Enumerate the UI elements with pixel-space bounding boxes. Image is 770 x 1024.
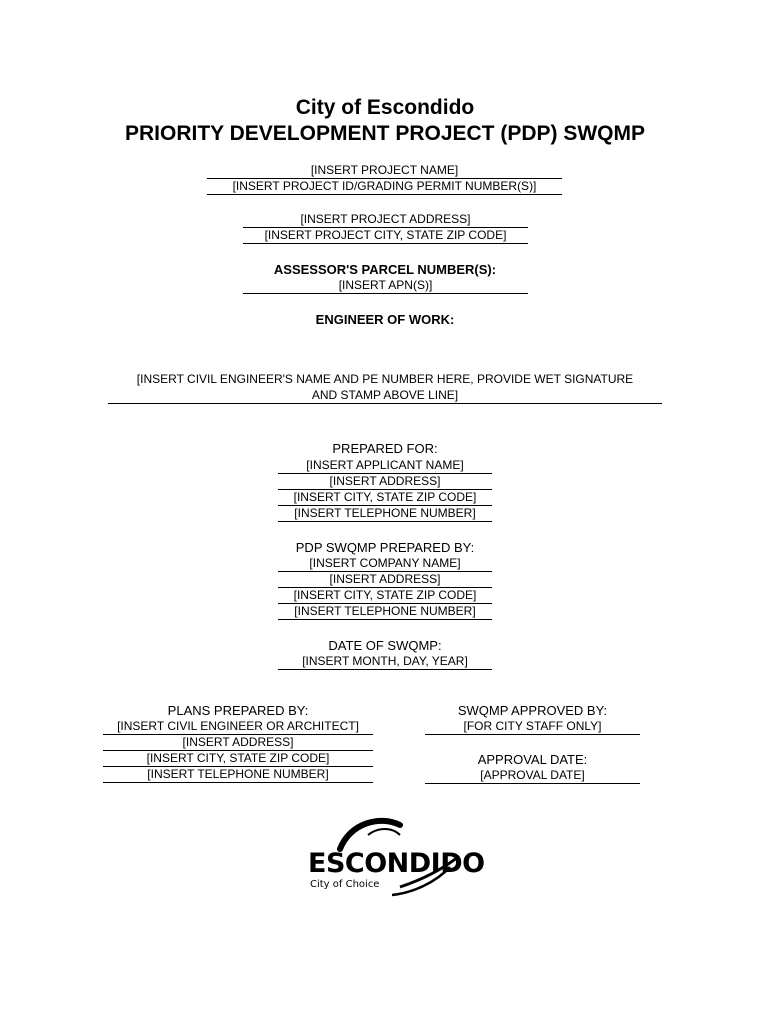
prepared-for-heading: PREPARED FOR: <box>332 441 438 456</box>
plans-address: [INSERT ADDRESS] <box>103 735 373 751</box>
prepared-by-heading: PDP SWQMP PREPARED BY: <box>295 540 475 555</box>
applicant-name: [INSERT APPLICANT NAME] <box>278 458 492 474</box>
logo-wordmark: ESCONDIDO <box>308 848 485 879</box>
date-heading: DATE OF SWQMP: <box>328 638 442 653</box>
company-phone: [INSERT TELEPHONE NUMBER] <box>278 604 492 620</box>
applicant-phone: [INSERT TELEPHONE NUMBER] <box>278 506 492 522</box>
approval-date-heading: APPROVAL DATE: <box>477 752 588 767</box>
date-value: [INSERT MONTH, DAY, YEAR] <box>278 654 492 670</box>
apn-heading: ASSESSOR'S PARCEL NUMBER(S): <box>273 262 497 277</box>
city-title: City of Escondido <box>295 96 475 119</box>
plans-phone: [INSERT TELEPHONE NUMBER] <box>103 767 373 783</box>
engineer-heading: ENGINEER OF WORK: <box>315 312 455 327</box>
applicant-city: [INSERT CITY, STATE ZIP CODE] <box>278 490 492 506</box>
approval-date: [APPROVAL DATE] <box>425 768 640 784</box>
project-address: [INSERT PROJECT ADDRESS] <box>243 212 528 228</box>
plans-city: [INSERT CITY, STATE ZIP CODE] <box>103 751 373 767</box>
apn-value: [INSERT APN(S)] <box>243 278 528 294</box>
engineer-line-2: AND STAMP ABOVE LINE] <box>108 388 662 404</box>
engineer-line-1: [INSERT CIVIL ENGINEER'S NAME AND PE NUMBER HERE, PROVIDE WET SIGNATURE <box>136 372 634 386</box>
project-name: [INSERT PROJECT NAME] <box>207 163 562 179</box>
approval-heading: SWQMP APPROVED BY: <box>457 703 608 718</box>
company-city: [INSERT CITY, STATE ZIP CODE] <box>278 588 492 604</box>
logo-tagline: City of Choice <box>310 879 380 890</box>
document-title: PRIORITY DEVELOPMENT PROJECT (PDP) SWQMP <box>125 122 645 145</box>
applicant-address: [INSERT ADDRESS] <box>278 474 492 490</box>
company-address: [INSERT ADDRESS] <box>278 572 492 588</box>
plans-heading: PLANS PREPARED BY: <box>167 703 309 718</box>
company-name: [INSERT COMPANY NAME] <box>278 556 492 572</box>
project-id: [INSERT PROJECT ID/GRADING PERMIT NUMBER(S)] <box>207 179 562 195</box>
plans-name: [INSERT CIVIL ENGINEER OR ARCHITECT] <box>103 719 373 735</box>
escondido-logo <box>300 815 485 900</box>
project-city: [INSERT PROJECT CITY, STATE ZIP CODE] <box>243 228 528 244</box>
approval-by: [FOR CITY STAFF ONLY] <box>425 719 640 735</box>
